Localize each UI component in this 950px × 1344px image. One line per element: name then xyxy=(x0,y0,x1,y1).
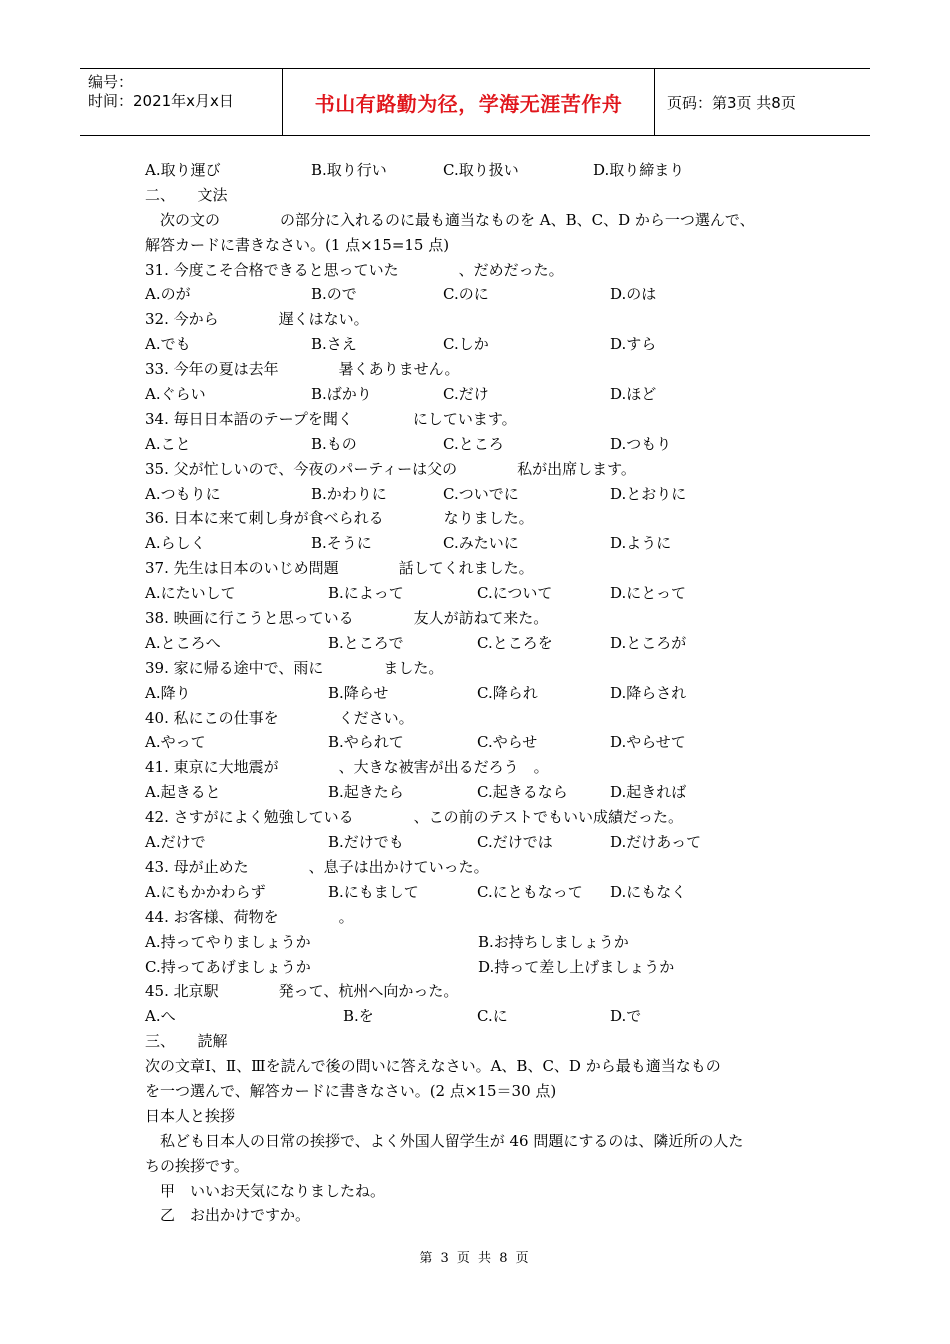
question-text: 42. さすがによく勉強している 、この前のテストでもいい成績だった。 xyxy=(145,808,684,827)
instruction-line: 解答カードに書きなさい。(1 点×15=15 点) xyxy=(145,235,450,254)
options-row xyxy=(145,681,825,706)
option-c: C.ところを xyxy=(477,633,553,652)
option-d: D.すら xyxy=(610,335,657,354)
document-body xyxy=(145,158,825,1228)
option-d: D.ように xyxy=(610,534,672,553)
question-list xyxy=(145,258,825,1030)
options-row xyxy=(145,482,825,507)
options-row xyxy=(145,531,825,556)
option-b: B.お持ちしましょうか xyxy=(478,932,629,951)
instruction-line: 次の文の の部分に入れるのに最も適当なものを A、B、C、D から一つ選んで、 xyxy=(145,210,755,229)
option-c: C.に xyxy=(477,1007,508,1026)
option-d: D.にとって xyxy=(610,584,686,603)
option-a: A.でも xyxy=(145,335,191,354)
number-label: 编号： xyxy=(88,73,134,91)
option-b: B.降らせ xyxy=(328,683,389,702)
option-c: C.しか xyxy=(443,335,489,354)
options-row xyxy=(145,158,825,183)
options-row xyxy=(145,880,825,905)
option-d: D.のは xyxy=(610,285,657,304)
question-text: 43. 母が止めた 、息子は出かけていった。 xyxy=(145,857,489,876)
option-d: D.降らされ xyxy=(610,683,687,702)
options-row xyxy=(145,282,825,307)
option-a: A.ところへ xyxy=(145,633,221,652)
options-row xyxy=(145,780,825,805)
option-d: D.とおりに xyxy=(610,484,687,503)
options-row xyxy=(145,581,825,606)
option-a: A.つもりに xyxy=(145,484,221,503)
options-row xyxy=(145,730,825,755)
option-d: D.やらせて xyxy=(610,733,686,752)
question-text: 36. 日本に来て刺し身が食べられる なりました。 xyxy=(145,509,534,528)
option-b: B.だけでも xyxy=(328,833,404,852)
option-b: B.によって xyxy=(328,584,404,603)
option-a: A.にたいして xyxy=(145,584,236,603)
option-c: C.持ってあげましょうか xyxy=(145,957,311,976)
option-d: D.ところが xyxy=(610,633,687,652)
option-c: C.取り扱い xyxy=(443,161,519,179)
option-a: A.らしく xyxy=(145,534,206,553)
dialog-line: 甲 いいお天気になりましたね。 xyxy=(145,1181,386,1200)
option-b: B.を xyxy=(343,1007,374,1026)
option-a: A.のが xyxy=(145,285,191,304)
option-a: A.ぐらい xyxy=(145,385,206,404)
question-text: 34. 毎日日本語のテープを聞く にしています。 xyxy=(145,409,517,428)
question-text: 41. 東京に大地震が 、大きな被害が出るだろう 。 xyxy=(145,758,549,777)
header-motto: 书山有路勤为径，学海无涯苦作舟 xyxy=(283,69,655,135)
header-page-info: 页码：第3页 共8页 xyxy=(667,93,796,112)
option-c: C.にともなって xyxy=(477,882,583,901)
option-c: C.ついでに xyxy=(443,484,519,503)
option-b: B.起きたら xyxy=(328,783,404,802)
question-text: 39. 家に帰る途中で、雨に ました。 xyxy=(145,658,444,677)
option-c: C.みたいに xyxy=(443,534,519,553)
question-text: 32. 今から 遅くはない。 xyxy=(145,310,369,329)
question-text: 45. 北京駅 発って、杭州へ向かった。 xyxy=(145,982,459,1001)
options-row xyxy=(145,332,825,357)
option-c: C.のに xyxy=(443,285,489,304)
question-text: 44. お客様、荷物を 。 xyxy=(145,907,354,926)
option-b: B.ので xyxy=(311,285,357,304)
option-a: A.降り xyxy=(145,683,191,702)
option-a: A.にもかかわらず xyxy=(145,882,266,901)
option-d: D.で xyxy=(610,1007,642,1026)
options-row xyxy=(145,432,825,457)
options-row xyxy=(145,631,825,656)
option-b: B.取り行い xyxy=(311,161,387,179)
option-b: B.かわりに xyxy=(311,484,387,503)
options-row xyxy=(145,382,825,407)
option-a: A.だけで xyxy=(145,833,206,852)
section-heading-reading: 三、 読解 xyxy=(145,1032,228,1051)
option-a: A.へ xyxy=(145,1007,176,1026)
options-row xyxy=(145,1004,825,1029)
question-text: 37. 先生は日本のいじめ問題 話してくれました。 xyxy=(145,559,534,578)
option-b: B.さえ xyxy=(311,335,357,354)
option-c: C.だけ xyxy=(443,385,489,404)
question-text: 31. 今度こそ合格できると思っていた 、だめだった。 xyxy=(145,260,564,279)
option-d: D.にもなく xyxy=(610,882,687,901)
passage-paragraph: 私ども日本人の日常の挨拶で、よく外国人留学生が 46 問題にするのは、隣近所の人た xyxy=(145,1131,744,1150)
option-a: A.やって xyxy=(145,733,206,752)
instruction-line: 次の文章Ⅰ、Ⅱ、Ⅲを読んで後の問いに答えなさい。A、B、C、D から最も適当なもの xyxy=(145,1057,721,1076)
option-b: B.やられて xyxy=(328,733,404,752)
option-b: B.そうに xyxy=(311,534,372,553)
dialog-line: 乙 お出かけですか。 xyxy=(145,1206,311,1225)
option-b: B.ところで xyxy=(328,633,404,652)
option-a: A.こと xyxy=(145,434,191,453)
options-row xyxy=(145,830,825,855)
option-c: C.起きるなら xyxy=(477,783,568,802)
option-d: D.だけあって xyxy=(610,833,702,852)
option-d: D.起きれば xyxy=(610,783,687,802)
option-d: D.ほど xyxy=(610,385,657,404)
option-b: B.にもまして xyxy=(328,882,419,901)
instruction-line: を一つ選んで、解答カードに書きなさい。(2 点×15＝30 点) xyxy=(145,1081,557,1100)
header-meta xyxy=(80,69,283,135)
options-row xyxy=(145,955,825,980)
date-label: 时间：2021年x月x日 xyxy=(88,92,234,110)
option-a: A.起きると xyxy=(145,783,221,802)
question-text: 40. 私にこの仕事を ください。 xyxy=(145,708,414,727)
option-d: D.取り締まり xyxy=(593,161,685,179)
question-text: 33. 今年の夏は去年 暑くありません。 xyxy=(145,360,460,379)
section-heading-grammar: 二、 文法 xyxy=(145,185,228,204)
question-text: 38. 映画に行こうと思っている 友人が訪ねて来た。 xyxy=(145,609,549,628)
option-c: C.だけでは xyxy=(477,833,553,852)
option-c: C.について xyxy=(477,584,553,603)
option-c: C.降られ xyxy=(477,683,538,702)
question-text: 35. 父が忙しいので、今夜のパーティーは父の 私が出席します。 xyxy=(145,459,636,478)
option-a: A.取り運び xyxy=(145,161,221,179)
option-a: A.持ってやりましょうか xyxy=(145,932,311,951)
passage-paragraph: ちの挨拶です。 xyxy=(145,1156,249,1175)
option-d: D.つもり xyxy=(610,434,672,453)
option-c: C.ところ xyxy=(443,434,504,453)
passage-title: 日本人と挨拶 xyxy=(145,1106,236,1125)
option-c: C.やらせ xyxy=(477,733,538,752)
options-row xyxy=(145,930,825,955)
option-b: B.もの xyxy=(311,434,357,453)
page-footer: 第 3 页 共 8 页 xyxy=(419,1251,531,1266)
option-b: B.ばかり xyxy=(311,385,372,404)
page-header xyxy=(80,68,870,136)
option-d: D.持って差し上げましょうか xyxy=(478,957,675,976)
